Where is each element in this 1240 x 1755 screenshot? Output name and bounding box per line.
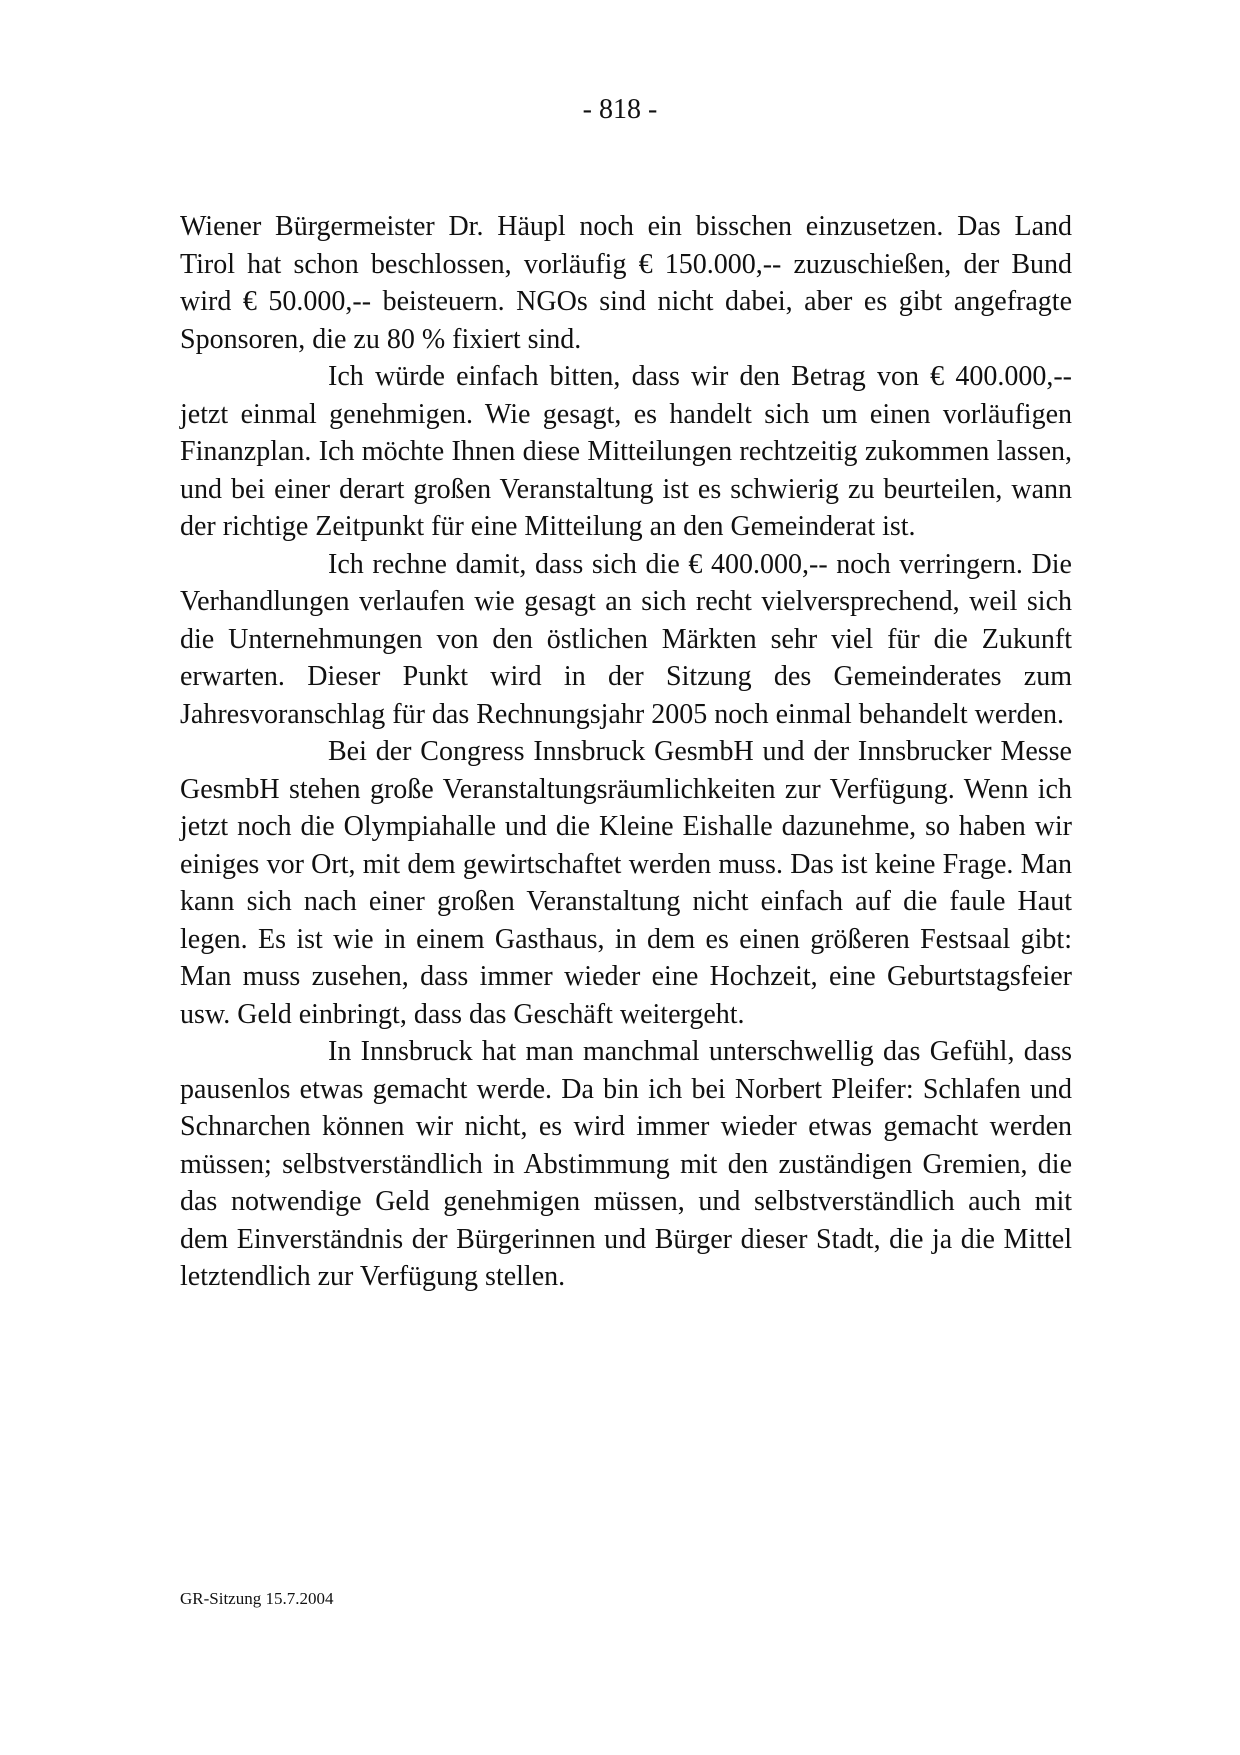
paragraph-4: Bei der Congress Innsbruck GesmbH und der Innsbrucker Messe GesmbH stehen große Veranstaltungsräumlichkeiten zur Verfügung. Wenn ich jetzt noch die Olympiahalle und die Kleine Eishalle dazunehme, so haben wir einiges vor Ort, mit dem gewirtschaftet werden muss. Das ist keine Frage. Man kann sich nach einer großen Veranstaltung nicht einfach auf die faule Haut legen. Es ist wie in einem Gasthaus, in dem es einen größeren Festsaal gibt: Man muss zusehen, dass immer wieder eine Hochzeit, eine Geburtstagsfeier usw. Geld einbringt, dass das Geschäft weitergeht. [180,736,1072,1030]
paragraph-5: In Innsbruck hat man manchmal unterschwellig das Gefühl, dass pausenlos etwas gemacht werde. Da bin ich bei Norbert Pleifer: Schlafen und Schnarchen können wir nicht, es wird immer wieder etwas gemacht werden müssen; selbstverständlich in Abstimmung mit den zuständigen Gremien, die das notwendige Geld genehmigen müssen, und selbstverständlich auch mit dem Einverständnis der Bürgerinnen und Bürger dieser Stadt, die ja die Mittel letztendlich zur Verfügung stellen. [180,1036,1072,1292]
paragraph-3: Ich rechne damit, dass sich die € 400.000,-- noch verringern. Die Verhandlungen verlaufen wie gesagt an sich recht vielversprechend, weil sich die Unternehmungen von den östlichen Märkten sehr viel für die Zukunft erwarten. Dieser Punkt wird in der Sitzung des Gemeinderates zum Jahresvoranschlag für das Rechnungsjahr 2005 noch einmal behandelt werden. [180,548,1072,730]
document-body [180,208,1072,1296]
paragraph-2: Ich würde einfach bitten, dass wir den Betrag von € 400.000,-- jetzt einmal genehmigen. Wie gesagt, es handelt sich um einen vorläufigen Finanzplan. Ich möchte Ihnen diese Mitteilungen rechtzeitig zukommen lassen, und bei einer derart großen Veranstaltung ist es schwierig zu beurteilen, wann der richtige Zeitpunkt für eine Mitteilung an den Gemeinderat ist. [180,361,1072,542]
page-number: - 818 - [582,94,658,125]
paragraph-1: Wiener Bürgermeister Dr. Häupl noch ein bisschen einzusetzen. Das Land Tirol hat schon beschlossen, vorläufig € 150.000,-- zuzuschießen, der Bund wird € 50.000,-- beisteuern. NGOs sind nicht dabei, aber es gibt angefragte Sponsoren, die zu 80 % fixiert sind. [180,211,1072,355]
footer-session-date: GR-Sitzung 15.7.2004 [180,1589,334,1608]
